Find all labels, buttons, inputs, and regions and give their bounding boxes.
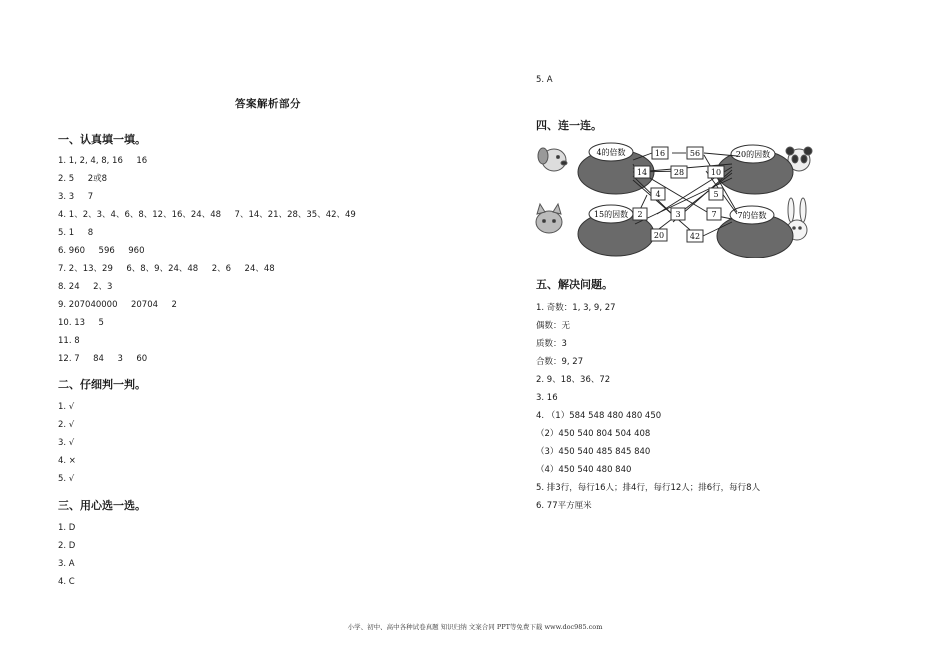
pot-label: 4的倍数: [596, 148, 626, 157]
answer-line: 4. 1、2、3、4、6、8、12、16、24、48 7、14、21、28、35、42、49: [58, 210, 356, 220]
answer-line: 7. 2、13、29 6、8、9、24、48 2、6 24、48: [58, 264, 275, 274]
answer-line: （2）450 540 804 504 408: [536, 429, 651, 439]
section-1-heading: 一、认真填一填。: [58, 133, 146, 146]
answer-line: 1. D: [58, 523, 76, 533]
matching-diagram: [527, 142, 827, 258]
answer-line: 12. 7 84 3 60: [58, 354, 148, 364]
section-3-heading: 三、用心选一选。: [58, 499, 146, 512]
number-box: [652, 147, 668, 159]
number-box: [651, 188, 665, 200]
answer-line: 5. A: [536, 75, 553, 85]
section-5-heading: 五、解决问题。: [536, 278, 613, 291]
answer-line: 5. 1 8: [58, 228, 94, 238]
answer-line: 6. 960 596 960: [58, 246, 145, 256]
page-title: 答案解析部分: [235, 98, 301, 110]
answer-line: 8. 24 2、3: [58, 282, 113, 292]
svg-text:20: 20: [653, 231, 665, 240]
answer-line: 2. D: [58, 541, 76, 551]
number-box: [634, 166, 650, 178]
answer-line: 5. 排3行，每行16人；排4行，每行12人；排6行，每行8人: [536, 483, 761, 493]
svg-text:28: 28: [673, 168, 685, 177]
svg-text:2: 2: [637, 210, 643, 219]
number-box: [709, 188, 723, 200]
answer-line: 2. 9、18、36、72: [536, 375, 611, 385]
number-box: [687, 230, 703, 242]
number-box: [651, 229, 667, 241]
svg-text:5: 5: [713, 190, 719, 199]
number-box: [671, 208, 685, 220]
svg-text:56: 56: [689, 149, 701, 158]
pot-label: 15的因数: [593, 210, 629, 219]
number-box: [707, 208, 721, 220]
answer-line: 4. C: [58, 577, 75, 587]
svg-text:3: 3: [675, 210, 681, 219]
svg-text:14: 14: [636, 168, 648, 177]
answer-line: 合数：9, 27: [536, 357, 584, 367]
answer-line: 偶数：无: [536, 321, 571, 331]
answer-line: 6. 77平方厘米: [536, 501, 592, 511]
answer-line: 9. 207040000 20704 2: [58, 300, 177, 310]
number-box: [671, 166, 687, 178]
svg-text:7: 7: [711, 210, 717, 219]
answer-line: 2. √: [58, 420, 75, 430]
answer-line: 1. 1, 2, 4, 8, 16 16: [58, 156, 148, 166]
answer-line: 1. √: [58, 402, 75, 412]
number-box: [708, 166, 724, 178]
number-box: [633, 208, 647, 220]
answer-line: 11. 8: [58, 336, 80, 346]
svg-text:4: 4: [655, 190, 661, 199]
section-2-heading: 二、仔细判一判。: [58, 378, 146, 391]
svg-text:42: 42: [689, 232, 701, 241]
page-footer: 小学、初中、高中各种试卷真题 知识归纳 文案合同 PPT等免费下载 www.doc985.com: [347, 623, 603, 631]
answer-line: 1. 奇数：1, 3, 9, 27: [536, 303, 616, 313]
pot-label: 20的因数: [735, 150, 771, 159]
answer-line: 2. 5 2或8: [58, 174, 108, 184]
section-4-heading: 四、连一连。: [536, 119, 602, 132]
answer-line: 4. （1）584 548 480 480 450: [536, 411, 662, 421]
answer-line: 4. ×: [58, 456, 76, 466]
answer-line: （4）450 540 480 840: [536, 465, 632, 475]
answer-line: 3. 16: [536, 393, 558, 403]
answer-line: 3. √: [58, 438, 75, 448]
svg-text:16: 16: [654, 149, 666, 158]
answer-line: 5. √: [58, 474, 75, 484]
svg-text:10: 10: [710, 168, 722, 177]
answer-line: （3）450 540 485 845 840: [536, 447, 651, 457]
answer-line: 3. 3 7: [58, 192, 94, 202]
answer-line: 质数：3: [536, 339, 567, 349]
number-box: [687, 147, 703, 159]
answer-line: 10. 13 5: [58, 318, 104, 328]
pot-label: 7的倍数: [737, 211, 767, 220]
answer-line: 3. A: [58, 559, 75, 569]
